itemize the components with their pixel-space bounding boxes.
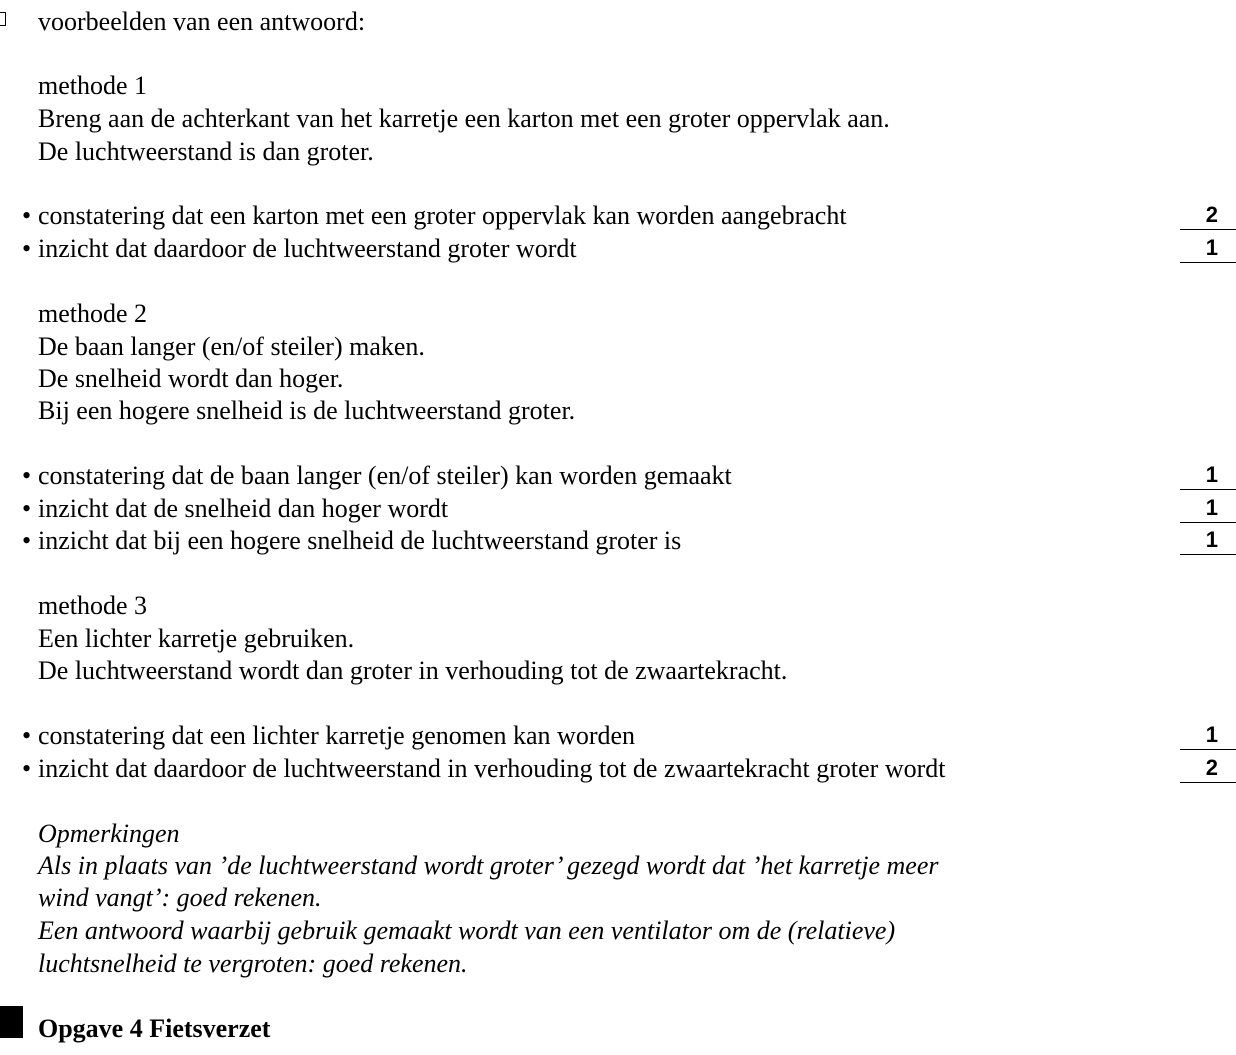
method2-line: De baan langer (en/of steiler) maken.	[38, 332, 425, 361]
score-value: 1	[1180, 233, 1236, 263]
method3-heading: methode 3	[38, 591, 148, 620]
criterion-text: inzicht dat daardoor de luchtweerstand in verhouding tot de zwaartekracht groter wordt	[38, 754, 946, 783]
score-value: 1	[1180, 460, 1236, 490]
score-value: 2	[1180, 200, 1236, 230]
criterion-item	[22, 720, 635, 752]
section-title: Opgave 4 Fietsverzet	[38, 1014, 271, 1043]
criterion-item	[22, 525, 681, 557]
remarks-line: wind vangt’: goed rekenen.	[38, 883, 322, 912]
remarks-line: luchtsnelheid te vergroten: goed rekenen.	[38, 949, 468, 978]
criterion-item	[22, 460, 732, 492]
method3-line: Een lichter karretje gebruiken.	[38, 624, 355, 653]
bullet-icon: •	[22, 754, 32, 783]
criterion-text: constatering dat een lichter karretje genomen kan worden	[38, 721, 636, 750]
answer-checkbox[interactable]	[0, 12, 6, 26]
criterion-item	[22, 753, 946, 785]
criterion-text: inzicht dat bij een hogere snelheid de luchtweerstand groter is	[38, 526, 682, 555]
score-value: 1	[1180, 720, 1236, 750]
criterion-text: inzicht dat de snelheid dan hoger wordt	[38, 494, 449, 523]
bullet-icon: •	[22, 201, 32, 230]
criterion-item	[22, 200, 847, 232]
method1-line: De luchtweerstand is dan groter.	[38, 137, 374, 166]
method1-line: Breng aan de achterkant van het karretje een karton met een groter oppervlak aan.	[38, 104, 890, 133]
score-value: 1	[1180, 525, 1236, 555]
bullet-icon: •	[22, 721, 32, 750]
criterion-item	[22, 493, 448, 525]
bullet-icon: •	[22, 494, 32, 523]
criterion-text: inzicht dat daardoor de luchtweerstand groter wordt	[38, 234, 577, 263]
method3-line: De luchtweerstand wordt dan groter in verhouding tot de zwaartekracht.	[38, 656, 788, 685]
remarks-line: Als in plaats van ’de luchtweerstand wordt groter’ gezegd wordt dat ’het karretje meer	[38, 851, 939, 880]
method2-line: De snelheid wordt dan hoger.	[38, 364, 344, 393]
remarks-heading: Opmerkingen	[38, 819, 180, 848]
bullet-icon: •	[22, 461, 32, 490]
bullet-icon: •	[22, 234, 32, 263]
criterion-item	[22, 233, 577, 265]
method2-heading: methode 2	[38, 299, 148, 328]
score-value: 2	[1180, 753, 1236, 783]
method2-line: Bij een hogere snelheid is de luchtweerstand groter.	[38, 396, 576, 425]
method1-heading: methode 1	[38, 71, 148, 100]
section-marker-icon	[0, 1006, 23, 1038]
score-value: 1	[1180, 493, 1236, 523]
intro-text: voorbeelden van een antwoord:	[38, 7, 366, 36]
bullet-icon: •	[22, 526, 32, 555]
remarks-line: Een antwoord waarbij gebruik gemaakt wordt van een ventilator om de (relatieve)	[38, 916, 896, 945]
criterion-text: constatering dat de baan langer (en/of steiler) kan worden gemaakt	[38, 461, 732, 490]
criterion-text: constatering dat een karton met een groter oppervlak kan worden aangebracht	[38, 201, 847, 230]
